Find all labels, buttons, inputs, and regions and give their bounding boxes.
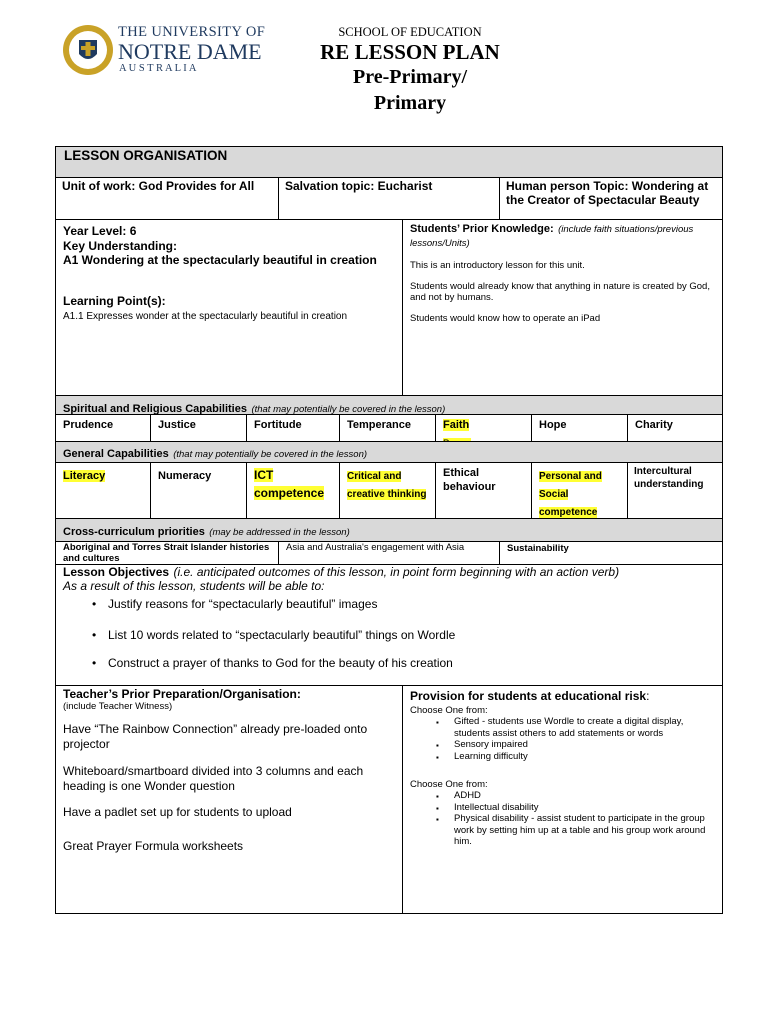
prior-knowledge-p3: Students would know how to operate an iPad (410, 313, 601, 324)
capability-fortitude: Fortitude (246, 414, 340, 442)
teacher-preparation-p1: Have “The Rainbow Connection” already pre-loaded onto projector (63, 722, 368, 751)
logo-line-3: A U S T R A L I A (119, 63, 197, 74)
provision-cell: Provision for students at educational risk: Choose One from: ▪ Gifted - students use Wordle to create a digital display, students assist others to add statements or words ▪ Sensory impaired ▪ Learning difficulty Choose One from: ▪ ADHD ▪ Intellectual disability ▪ Physical disability - assist student to participate in the group work by setting him up at a table and his group work around him. (402, 685, 723, 914)
capability-justice: Justice (150, 414, 247, 442)
salvation-topic: Salvation topic: Eucharist (285, 179, 433, 193)
university-logo (62, 24, 272, 78)
capability-faith: Faith (435, 414, 532, 442)
objective-item: • Justify reasons for “spectacularly beautiful” images (86, 597, 715, 628)
capability-prudence: Prudence (55, 414, 151, 442)
cross-aboriginal: Aboriginal and Torres Strait Islander histories and cultures (55, 541, 279, 565)
key-understanding-a1: A1 Wondering at the spectacularly beautiful in creation (63, 253, 377, 267)
provision-item: ▪ Intellectual disability (432, 802, 715, 814)
provision-item: ▪ Gifted - students use Wordle to create a digital display, students assist others to add statements or words (432, 716, 715, 739)
salvation-topic-cell (278, 177, 500, 220)
capability-temperance: Temperance (339, 414, 436, 442)
document-subtitle-2: Primary (373, 92, 447, 114)
provision-list-2 (432, 790, 715, 848)
logo-line-1: THE UNIVERSITY OF (118, 24, 266, 40)
lesson-objectives-cell (55, 564, 723, 686)
provision-item: ▪ ADHD (432, 790, 715, 802)
cross-asia: Asia and Australia's engagement with Asia (278, 541, 500, 565)
prior-knowledge-p1: This is an introductory lesson for this unit. (410, 260, 585, 271)
lesson-organisation-heading: LESSON ORGANISATION (55, 146, 723, 178)
general-intercultural: Intercultural understanding (627, 462, 723, 519)
objectives-heading: Lesson Objectives (63, 565, 170, 579)
provision-item: ▪ Physical disability - assist student to participate in the group work by setting him up at a table and his group work around him. (432, 813, 715, 848)
human-person-topic-cell (499, 177, 723, 220)
cross-curriculum-heading: Cross-curriculum priorities (may be addressed in the lesson) (55, 518, 723, 542)
capability-charity: Charity (627, 414, 723, 442)
objectives-note: (i.e. anticipated outcomes of this lesson, in point form beginning with an action verb) (173, 565, 620, 579)
learning-point-a11: A1.1 Expresses wonder at the spectacularly beautiful in creation (63, 311, 348, 322)
unit-of-work-cell (55, 177, 279, 220)
prior-knowledge-cell (402, 219, 723, 396)
learning-points-label: Learning Point(s): (63, 294, 166, 308)
provision-list-1 (432, 716, 715, 762)
key-understanding-label: Key Understanding: (63, 238, 178, 253)
objectives-intro: As a result of this lesson, students will be able to: (63, 579, 325, 593)
prior-knowledge-note: (include faith situations/previous lessons/Units) (410, 224, 694, 249)
provision-choose-1: Choose One from: (410, 705, 488, 716)
general-critical-creative: Critical and creative thinking (339, 462, 436, 519)
teacher-preparation-heading: Teacher’s Prior Preparation/Organisation: (63, 687, 301, 701)
objectives-list (86, 597, 715, 670)
prior-knowledge-p2: Students would already know that anything in nature is created by God, and not by humans. (410, 281, 710, 303)
key-understanding-cell (55, 219, 403, 396)
document-title: RE LESSON PLAN (320, 40, 500, 64)
provision-item: ▪ Learning difficulty (432, 751, 715, 763)
provision-choose-2: Choose One from: (410, 779, 488, 790)
teacher-preparation-p4: Great Prayer Formula worksheets (63, 839, 244, 853)
teacher-preparation-p2: Whiteboard/smartboard divided into 3 columns and each heading is one Wonder question (63, 764, 364, 793)
human-person-topic: Human person Topic: Wondering at the Creator of Spectacular Beauty (506, 179, 709, 207)
logo-line-2: NOTRE DAME (118, 39, 262, 64)
general-ict: ICT competence (246, 462, 340, 519)
general-literacy: Literacy (55, 462, 151, 519)
unit-of-work: Unit of work: God Provides for All (62, 179, 255, 193)
teacher-preparation-p3: Have a padlet set up for students to upload (63, 805, 292, 819)
general-capabilities-heading: General Capabilities (that may potentially be covered in the lesson) (55, 441, 723, 463)
spiritual-capabilities-heading: Spiritual and Religious Capabilities (that may potentially be covered in the lesson) (55, 395, 723, 415)
objective-item: • List 10 words related to “spectacularly beautiful” things on Wordle (86, 628, 715, 656)
year-level: Year Level: 6 (63, 224, 137, 238)
provision-heading: Provision for students at educational risk (410, 689, 647, 703)
school-name: SCHOOL OF EDUCATION (338, 25, 482, 39)
cross-sustainability: Sustainability (499, 541, 723, 565)
general-ethical: Ethical behaviour (435, 462, 532, 519)
document-subtitle-1: Pre-Primary/ (352, 66, 467, 88)
general-numeracy: Numeracy (150, 462, 247, 519)
general-personal-social: Personal and Social competence (531, 462, 628, 519)
capability-hope: Hope (531, 414, 628, 442)
objective-item: • Construct a prayer of thanks to God for the beauty of his creation (86, 656, 715, 670)
crest-icon (62, 24, 114, 76)
teacher-preparation-cell (55, 685, 403, 914)
prior-knowledge-heading: Students’ Prior Knowledge: (410, 223, 554, 235)
provision-item: ▪ Sensory impaired (432, 739, 715, 751)
teacher-preparation-note: (include Teacher Witness) (63, 701, 173, 712)
